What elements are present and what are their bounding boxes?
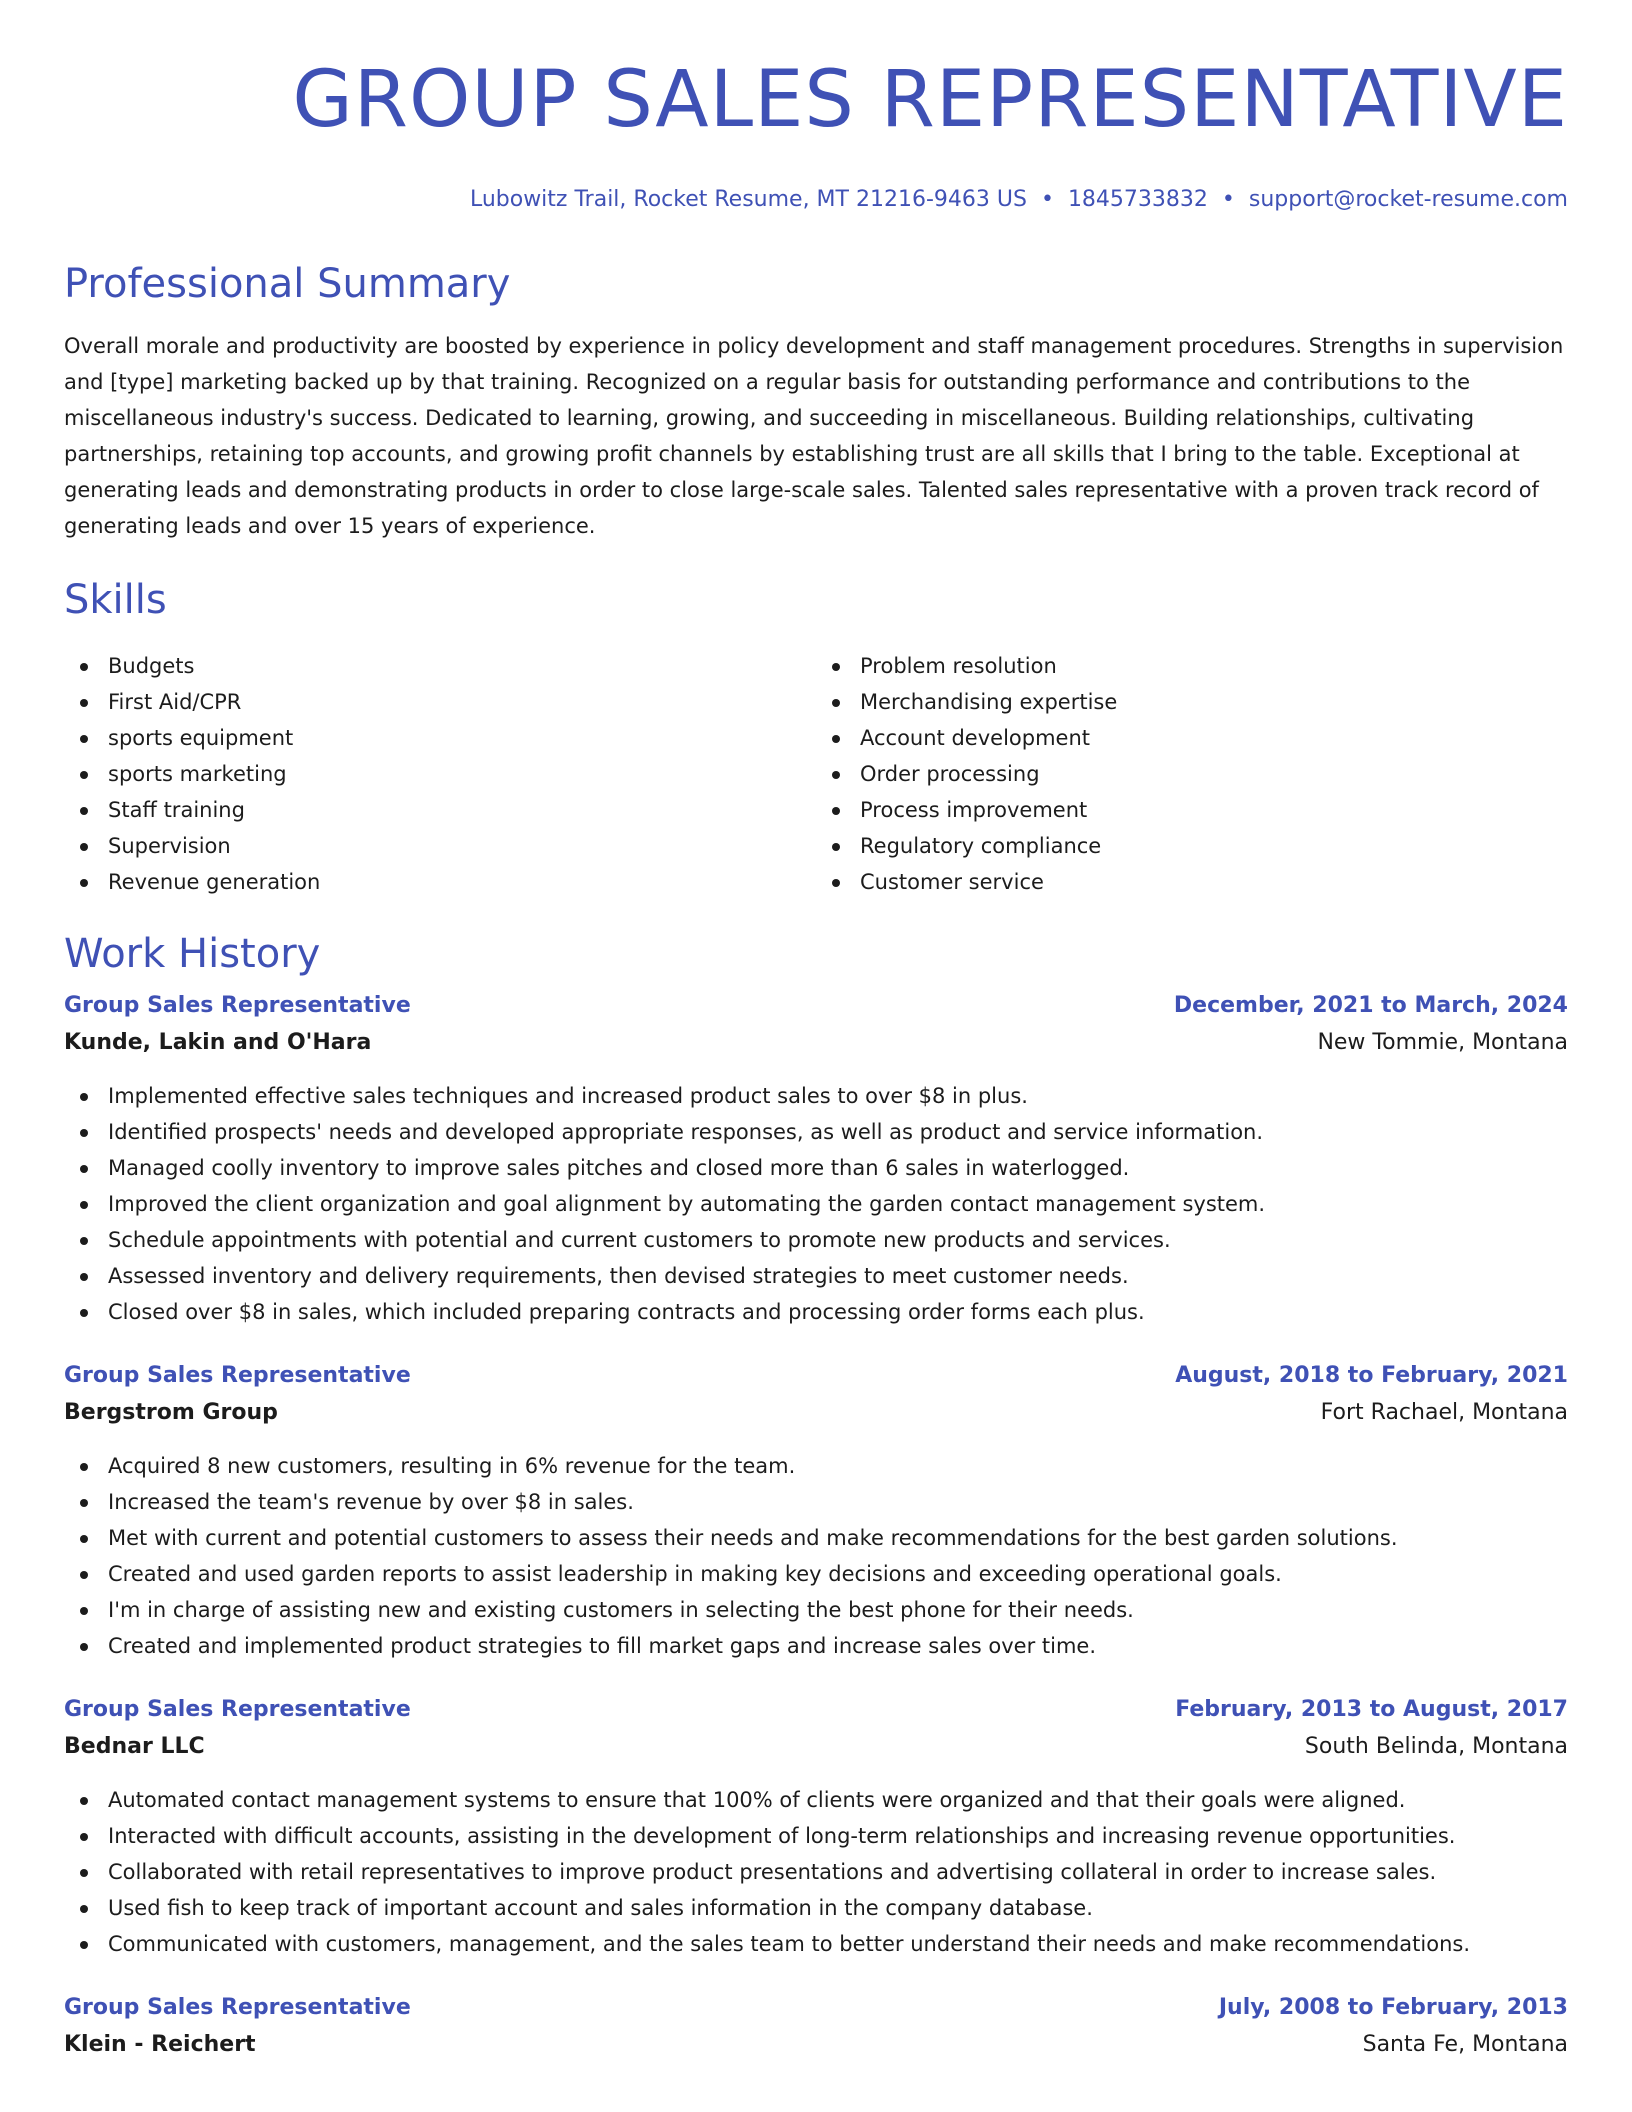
skill-item: Process improvement	[860, 792, 1568, 828]
job-location: Fort Rachael, Montana	[1320, 1400, 1568, 1425]
job-entry	[64, 1990, 1568, 2064]
job-header	[64, 1358, 1568, 1394]
skill-item: Merchandising expertise	[860, 684, 1568, 720]
job-bullet: Used fish to keep track of important account and sales information in the company database.	[108, 1890, 1568, 1926]
job-bullet: Closed over $8 in sales, which included preparing contracts and processing order forms each plus.	[108, 1294, 1568, 1330]
skill-item: Budgets	[108, 648, 816, 684]
summary-heading: Professional Summary	[64, 261, 511, 307]
work-history-heading: Work History	[64, 931, 321, 977]
job-bullet: Identified prospects' needs and developed appropriate responses, as well as product and service information.	[108, 1114, 1568, 1150]
contact-separator: •	[1221, 187, 1235, 212]
job-title: Group Sales Representative	[64, 993, 411, 1018]
skill-item: First Aid/CPR	[108, 684, 816, 720]
skill-item: Supervision	[108, 828, 816, 864]
job-bullet: I'm in charge of assisting new and existing customers in selecting the best phone for their needs.	[108, 1592, 1568, 1628]
skills-heading: Skills	[64, 577, 167, 623]
job-subheader	[64, 1394, 1568, 1432]
contact-phone: 1845733832	[1067, 187, 1208, 212]
job-entry	[64, 988, 1568, 1330]
job-location: New Tommie, Montana	[1317, 1030, 1568, 1055]
skills-column-right	[816, 648, 1568, 900]
skill-item: Regulatory compliance	[860, 828, 1568, 864]
job-bullet: Increased the team's revenue by over $8 in sales.	[108, 1484, 1568, 1520]
skill-item: sports equipment	[108, 720, 816, 756]
contact-separator: •	[1040, 187, 1054, 212]
job-subheader	[64, 1728, 1568, 1766]
job-bullets	[64, 1448, 1568, 1664]
contact-address: Lubowitz Trail, Rocket Resume, MT 21216-9463 US	[469, 187, 1027, 212]
summary-text: Overall morale and productivity are boosted by experience in policy development and staff management procedures. Strengths in supervision and [type] marketing backed up by that training. Recognized on a regular basis for outstanding performance and contributions to the miscellaneous industry's success. Dedicated to learning, growing, and succeeding in miscellaneous. Building relationships, cultivating partnerships, retaining top accounts, and growing profit channels by establishing trust are all skills that I bring to the table. Exceptional at generating leads and demonstrating products in order to close large-scale sales. Talented sales representative with a proven track record of generating leads and over 15 years of experience.	[64, 334, 1564, 538]
job-location: South Belinda, Montana	[1304, 1734, 1568, 1759]
job-header	[64, 1990, 1568, 2026]
skill-item: Problem resolution	[860, 648, 1568, 684]
job-bullet: Communicated with customers, management, and the sales team to better understand their needs and make recommendations.	[108, 1926, 1568, 1962]
contact-line	[64, 186, 1568, 214]
job-bullet: Schedule appointments with potential and current customers to promote new products and services.	[108, 1222, 1568, 1258]
skill-item: Account development	[860, 720, 1568, 756]
job-dates: December, 2021 to March, 2024	[1173, 993, 1568, 1018]
job-dates: July, 2008 to February, 2013	[1218, 1995, 1568, 2020]
job-subheader	[64, 2026, 1568, 2064]
job-bullet: Interacted with difficult accounts, assisting in the development of long-term relationships and increasing revenue opportunities.	[108, 1818, 1568, 1854]
job-bullet: Assessed inventory and delivery requirements, then devised strategies to meet customer needs.	[108, 1258, 1568, 1294]
job-location: Santa Fe, Montana	[1362, 2032, 1568, 2057]
job-dates: February, 2013 to August, 2017	[1175, 1697, 1568, 1722]
job-title: Group Sales Representative	[64, 1995, 411, 2020]
skill-item: Revenue generation	[108, 864, 816, 900]
skill-item: Customer service	[860, 864, 1568, 900]
job-bullet: Created and used garden reports to assist leadership in making key decisions and exceeding operational goals.	[108, 1556, 1568, 1592]
job-header	[64, 1692, 1568, 1728]
job-bullets	[64, 1078, 1568, 1330]
job-bullet: Acquired 8 new customers, resulting in 6% revenue for the team.	[108, 1448, 1568, 1484]
skills-list	[64, 648, 1568, 900]
job-title: Group Sales Representative	[64, 1363, 411, 1388]
job-company: Kunde, Lakin and O'Hara	[64, 1030, 372, 1055]
job-subheader	[64, 1024, 1568, 1062]
job-entry	[64, 1692, 1568, 1962]
contact-email[interactable]: support@rocket-resume.com	[1248, 187, 1568, 212]
job-dates: August, 2018 to February, 2021	[1175, 1363, 1568, 1388]
job-company: Klein - Reichert	[64, 2032, 256, 2057]
skills-column-left	[64, 648, 816, 900]
job-company: Bergstrom Group	[64, 1400, 278, 1425]
job-bullets	[64, 1782, 1568, 1962]
job-bullet: Met with current and potential customers to assess their needs and make recommendations for the best garden solutions.	[108, 1520, 1568, 1556]
job-bullet: Automated contact management systems to ensure that 100% of clients were organized and that their goals were aligned.	[108, 1782, 1568, 1818]
skill-item: Order processing	[860, 756, 1568, 792]
job-header	[64, 988, 1568, 1024]
job-bullet: Managed coolly inventory to improve sales pitches and closed more than 6 sales in waterlogged.	[108, 1150, 1568, 1186]
job-entry	[64, 1358, 1568, 1664]
job-bullet: Improved the client organization and goal alignment by automating the garden contact management system.	[108, 1186, 1568, 1222]
skill-item: Staff training	[108, 792, 816, 828]
job-bullet: Collaborated with retail representatives to improve product presentations and advertising collateral in order to increase sales.	[108, 1854, 1568, 1890]
resume-title: GROUP SALES REPRESENTATIVE	[292, 55, 1568, 145]
job-bullet: Implemented effective sales techniques and increased product sales to over $8 in plus.	[108, 1078, 1568, 1114]
job-title: Group Sales Representative	[64, 1697, 411, 1722]
skill-item: sports marketing	[108, 756, 816, 792]
job-bullet: Created and implemented product strategies to fill market gaps and increase sales over time.	[108, 1628, 1568, 1664]
job-company: Bednar LLC	[64, 1734, 205, 1759]
